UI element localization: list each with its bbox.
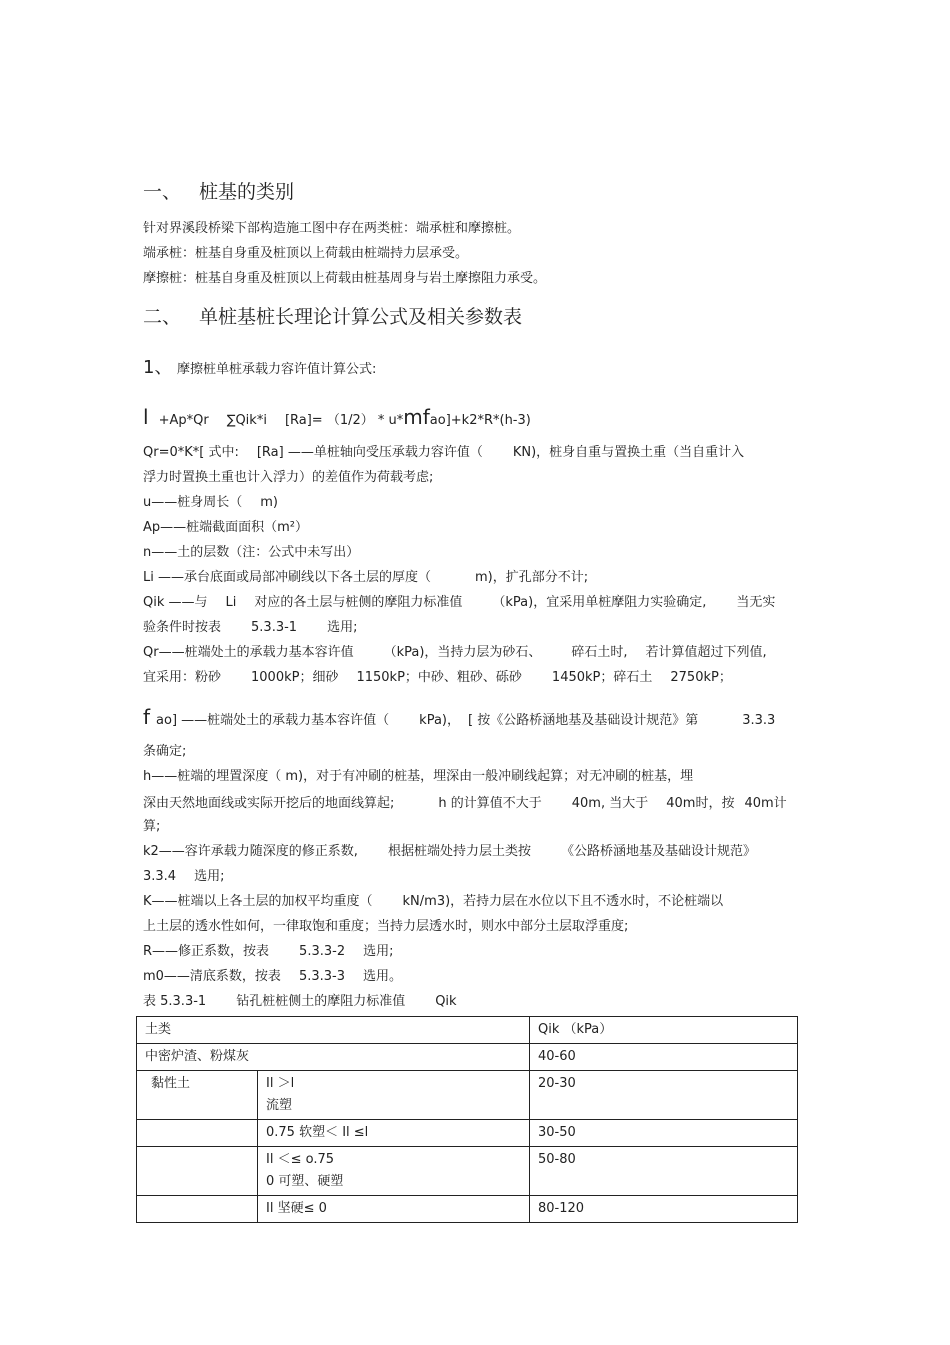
cell-line: Il ＜≤ o.75	[266, 1152, 335, 1167]
section-2-number: 二、	[143, 306, 182, 328]
subsection-1-heading	[143, 357, 376, 381]
cell-line: Il ＞l	[266, 1076, 295, 1091]
table-cell: 20-30	[530, 1071, 798, 1120]
formula-part: ao]+k2*R*(h-3)	[429, 413, 531, 428]
text-run: 5.3.3-3	[298, 969, 345, 984]
text-run: 选用。	[362, 969, 402, 984]
text-run: 2750kP；	[670, 670, 732, 685]
subsection-1-number: 1、	[143, 357, 173, 378]
text-run: Qr——桩端处土的承载力基本容许值	[143, 645, 354, 660]
text-run: KN)，桩身自重与置换土重（当自重计入	[512, 445, 745, 460]
text-run: 1450kP；碎石土	[551, 670, 653, 685]
section-2-title: 单桩基桩长理论计算公式及相关参数表	[199, 306, 523, 328]
text-run: [Ra] ——单桩轴向受压承载力容许值（	[256, 445, 483, 460]
text-run: 5.3.3-2	[299, 944, 346, 959]
table-cell: 黏性土	[137, 1071, 258, 1120]
text-run: 40m, 当大于	[571, 796, 649, 811]
text-run: h 的计算值不大于	[438, 796, 542, 811]
param-fa-line	[143, 704, 775, 734]
param-k2-line-2	[143, 868, 224, 886]
text-run: [ 按《公路桥涵地基及基础设计规范》第	[468, 713, 699, 728]
param-qik-line-2	[143, 619, 357, 637]
text-run: 根据桩端处持力层土类按	[387, 844, 531, 859]
text-run: 碎石土时,	[571, 645, 628, 660]
paragraph-line: 针对界溪段桥梁下部构造施工图中存在两类桩：端承桩和摩擦桩。	[143, 221, 521, 236]
text-run: Qik ——与	[143, 595, 208, 610]
param-k2-line	[143, 843, 756, 861]
paragraph-line: 摩擦桩：桩基自身重及桩顶以上荷载由桩基周身与岩土摩擦阻力承受。	[143, 271, 547, 286]
param-u-line	[143, 494, 278, 512]
text-run: 选用;	[194, 869, 225, 884]
table-row	[137, 1147, 798, 1196]
table-cell	[137, 1120, 258, 1147]
section-2-heading	[143, 305, 522, 329]
table-cell	[137, 1147, 258, 1196]
text-run: k2——容许承载力随深度的修正系数,	[143, 844, 358, 859]
text-run: u——桩身周长（	[143, 495, 243, 510]
formula-part: +Ap*Qr	[158, 413, 209, 428]
text-run: 当无实	[736, 595, 776, 610]
text-run: 1150kP；中砂、粗砂、砾砂	[356, 670, 522, 685]
text-run: kPa)，	[419, 713, 460, 728]
table-cell: 30-50	[530, 1120, 798, 1147]
text-run: 《公路桥涵地基及基础设计规范》	[560, 844, 756, 859]
table-cell: 80-120	[530, 1196, 798, 1223]
formula-big-mf: mf	[403, 405, 430, 429]
table-row	[137, 1044, 798, 1071]
formula-part: [Ra]= （1/2） * u*	[284, 413, 404, 428]
param-h-line-3: 算;	[143, 819, 161, 834]
section-1-heading	[143, 180, 294, 204]
text-run: （kPa)，宜采用单桩摩阻力实验确定,	[492, 595, 707, 610]
text-run: 钻孔桩桩侧土的摩阻力标准值	[236, 994, 406, 1009]
text-run: ao] ——桩端处土的承载力基本容许值（	[156, 713, 390, 728]
text-run: 3.3.3	[742, 713, 776, 728]
formula-part: ∑Qik*i	[226, 413, 267, 428]
param-k-line	[143, 893, 723, 911]
param-n-line: n——土的层数（注：公式中未写出）	[143, 545, 360, 560]
formula-big-f: f	[143, 705, 151, 729]
table-cell: 中密炉渣、粉煤灰	[137, 1044, 530, 1071]
paragraph-line: 端承桩：桩基自身重及桩顶以上荷载由桩端持力层承受。	[143, 246, 469, 261]
table-row	[137, 1120, 798, 1147]
text-run: K——桩端以上各土层的加权平均重度（	[143, 894, 373, 909]
header-qik: Qik （kPa）	[530, 1017, 798, 1044]
param-fa-line-2: 条确定;	[143, 744, 187, 759]
header-soil-type: 土类	[137, 1017, 530, 1044]
table-cell	[137, 1196, 258, 1223]
subsection-1-title: 摩擦桩单桩承载力容许值计算公式:	[177, 362, 377, 377]
param-k-line-2: 上土层的透水性如何，一律取饱和重度；当持力层透水时，则水中部分土层取浮重度;	[143, 919, 629, 934]
param-m0-line	[143, 968, 402, 986]
text-run: （kPa)，当持力层为砂石、	[383, 645, 542, 660]
table-cell	[258, 1071, 530, 1120]
friction-table	[136, 1016, 798, 1223]
text-run: 选用;	[327, 620, 358, 635]
param-qr-line-2: 浮力时置换土重也计入浮力）的差值作为荷载考虑;	[143, 470, 434, 485]
param-h-line-2	[143, 795, 787, 813]
table-cell: 40-60	[530, 1044, 798, 1071]
table-row	[137, 1071, 798, 1120]
text-run: m0——清底系数，按表	[143, 969, 281, 984]
table-header-row	[137, 1017, 798, 1044]
param-qr2-line-2	[143, 669, 732, 687]
table-cell: 50-80	[530, 1147, 798, 1196]
text-run: 40m计	[744, 796, 787, 811]
text-run: Qr=0*K*[ 式中:	[143, 445, 239, 460]
text-run: 5.3.3-1	[251, 620, 298, 635]
text-run: Qik	[435, 994, 457, 1009]
param-h-line: h——桩端的埋置深度（ m)，对于有冲刷的桩基，埋深由一般冲刷线起算；对无冲刷的桩基，埋	[143, 769, 694, 784]
text-run: 40m时，按	[666, 796, 735, 811]
param-ap-line: Ap——桩端截面面积（m²）	[143, 520, 309, 535]
text-run: 表 5.3.3-1	[143, 994, 207, 1009]
text-run: kN/m3)，若持力层在水位以下且不透水时，不论桩端以	[402, 894, 724, 909]
cell-line: 流塑	[266, 1098, 293, 1113]
text-run: 深由天然地面线或实际开挖后的地面线算起;	[143, 796, 395, 811]
text-run: Li	[225, 595, 237, 610]
section-1-title: 桩基的类别	[199, 181, 295, 203]
param-li-line	[143, 569, 588, 587]
param-qr2-line	[143, 644, 767, 662]
text-run: 选用;	[363, 944, 394, 959]
param-r-line	[143, 943, 393, 961]
text-run: 对应的各土层与桩侧的摩阻力标准值	[254, 595, 463, 610]
text-run: m)，扩孔部分不计;	[475, 570, 589, 585]
text-run: 若计算值超过下列值,	[645, 645, 767, 660]
text-run: 1000kP；细砂	[251, 670, 339, 685]
param-qik-line	[143, 594, 775, 612]
formula-big-l: l	[143, 405, 149, 429]
table-cell: 0.75 软塑＜ Il ≤l	[258, 1120, 530, 1147]
table-cell	[258, 1147, 530, 1196]
table-row	[137, 1196, 798, 1223]
table-cell: Il 坚硬≤ 0	[258, 1196, 530, 1223]
text-run: m)	[260, 495, 278, 510]
table-caption	[143, 993, 457, 1011]
section-1-number: 一、	[143, 181, 182, 203]
text-run: 3.3.4	[143, 869, 177, 884]
formula-line	[143, 404, 531, 434]
text-run: R——修正系数，按表	[143, 944, 270, 959]
cell-line: 0 可塑、硬塑	[266, 1174, 344, 1189]
param-qr-line	[143, 444, 744, 462]
text-run: 验条件时按表	[143, 620, 222, 635]
text-run: Li ——承台底面或局部冲刷线以下各土层的厚度（	[143, 570, 431, 585]
text-run: 宜采用：粉砂	[143, 670, 222, 685]
